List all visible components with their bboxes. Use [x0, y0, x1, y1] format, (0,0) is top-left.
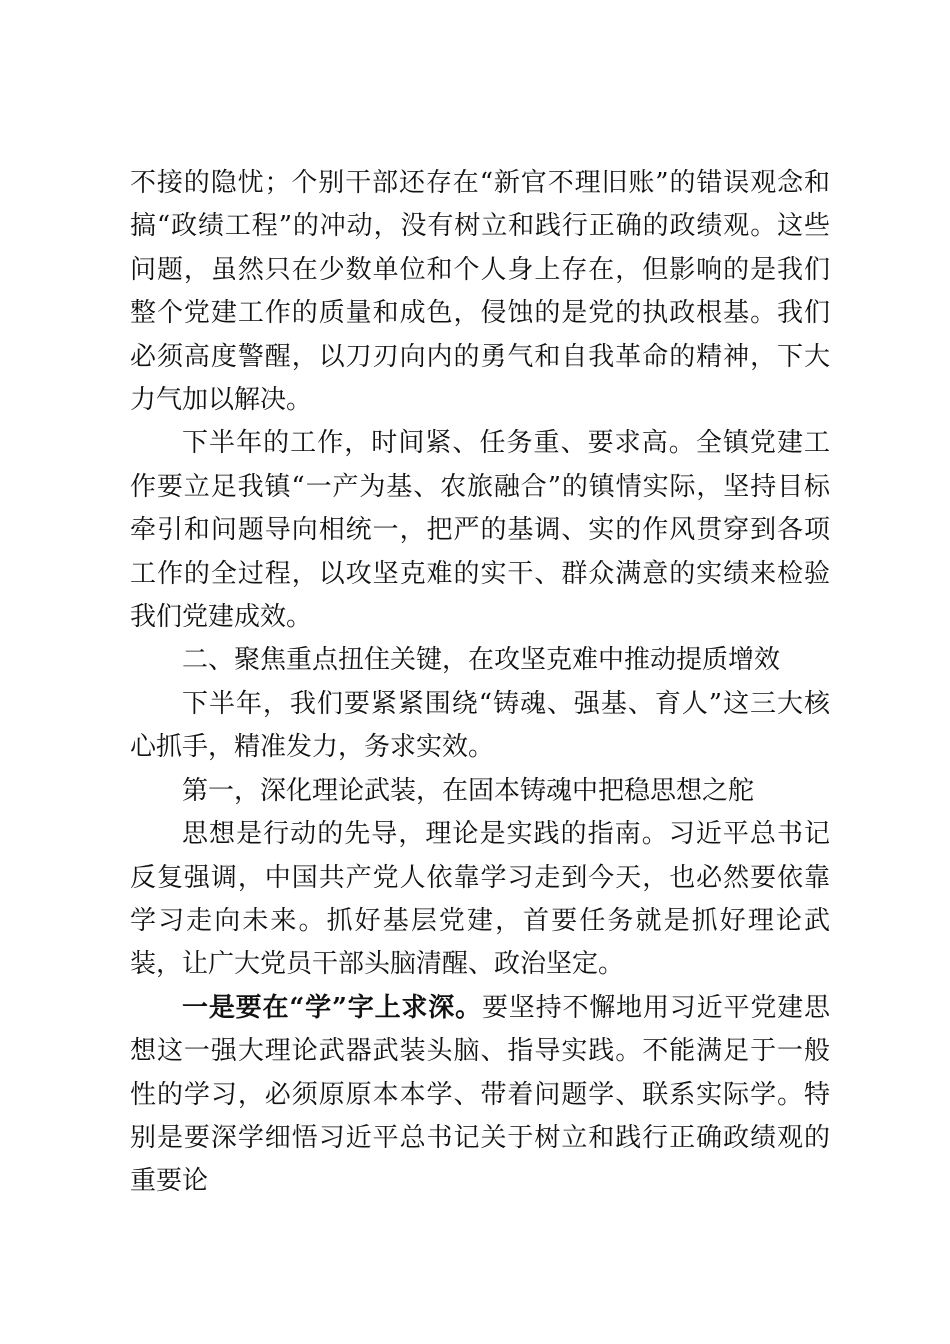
paragraph-text: 思想是行动的先导，理论是实践的指南。习近平总书记反复强调，中国共产党人依靠学习走到今天，也必然要依靠学习走向未来。抓好基层党建，首要任务就是抓好理论武装，让广大党员干部头脑清醒、政治坚定。 [130, 819, 830, 980]
paragraph-text: 下半年，我们要紧紧围绕“铸魂、强基、育人”这三大核心抓手，精准发力，务求实效。 [130, 688, 830, 763]
paragraph-text: 要坚持不懈地用习近平党建思想这一强大理论武器武装头脑、指导实践。不能满足于一般性的学习，必须原原本本学、带着问题学、联系实际学。特别是要深学细悟习近平总书记关于树立和践行正确政绩观的重要论 [130, 992, 830, 1197]
paragraph-6 [130, 813, 830, 987]
heading-text: 二、聚焦重点扭住关键，在攻坚克难中推动提质增效 [182, 645, 781, 676]
section-heading-2 [130, 639, 830, 682]
subsection-heading-1 [130, 770, 830, 813]
bold-lead-phrase: 一是要在“学”字上求深。 [182, 992, 482, 1023]
paragraph-4 [130, 683, 830, 770]
paragraph-1 [130, 162, 830, 422]
document-body [130, 162, 830, 1204]
paragraph-text: 不接的隐忧；个别干部还存在“新官不理旧账”的错误观念和搞“政绩工程”的冲动，没有树立和践行正确的政绩观。这些问题，虽然只在少数单位和个人身上存在，但影响的是我们整个党建工作的质量和成色，侵蚀的是党的执政根基。我们必须高度警醒，以刀刃向内的勇气和自我革命的精神，下大力气加以解决。 [130, 168, 830, 416]
paragraph-text: 下半年的工作，时间紧、任务重、要求高。全镇党建工作要立足我镇“一产为基、农旅融合”的镇情实际，坚持目标牵引和问题导向相统一，把严的基调、实的作风贯穿到各项工作的全过程，以攻坚克难的实干、群众满意的实绩来检验我们党建成效。 [130, 428, 830, 633]
paragraph-2 [130, 422, 830, 639]
paragraph-7 [130, 987, 830, 1204]
heading-text: 第一，深化理论武装，在固本铸魂中把稳思想之舵 [182, 775, 755, 806]
